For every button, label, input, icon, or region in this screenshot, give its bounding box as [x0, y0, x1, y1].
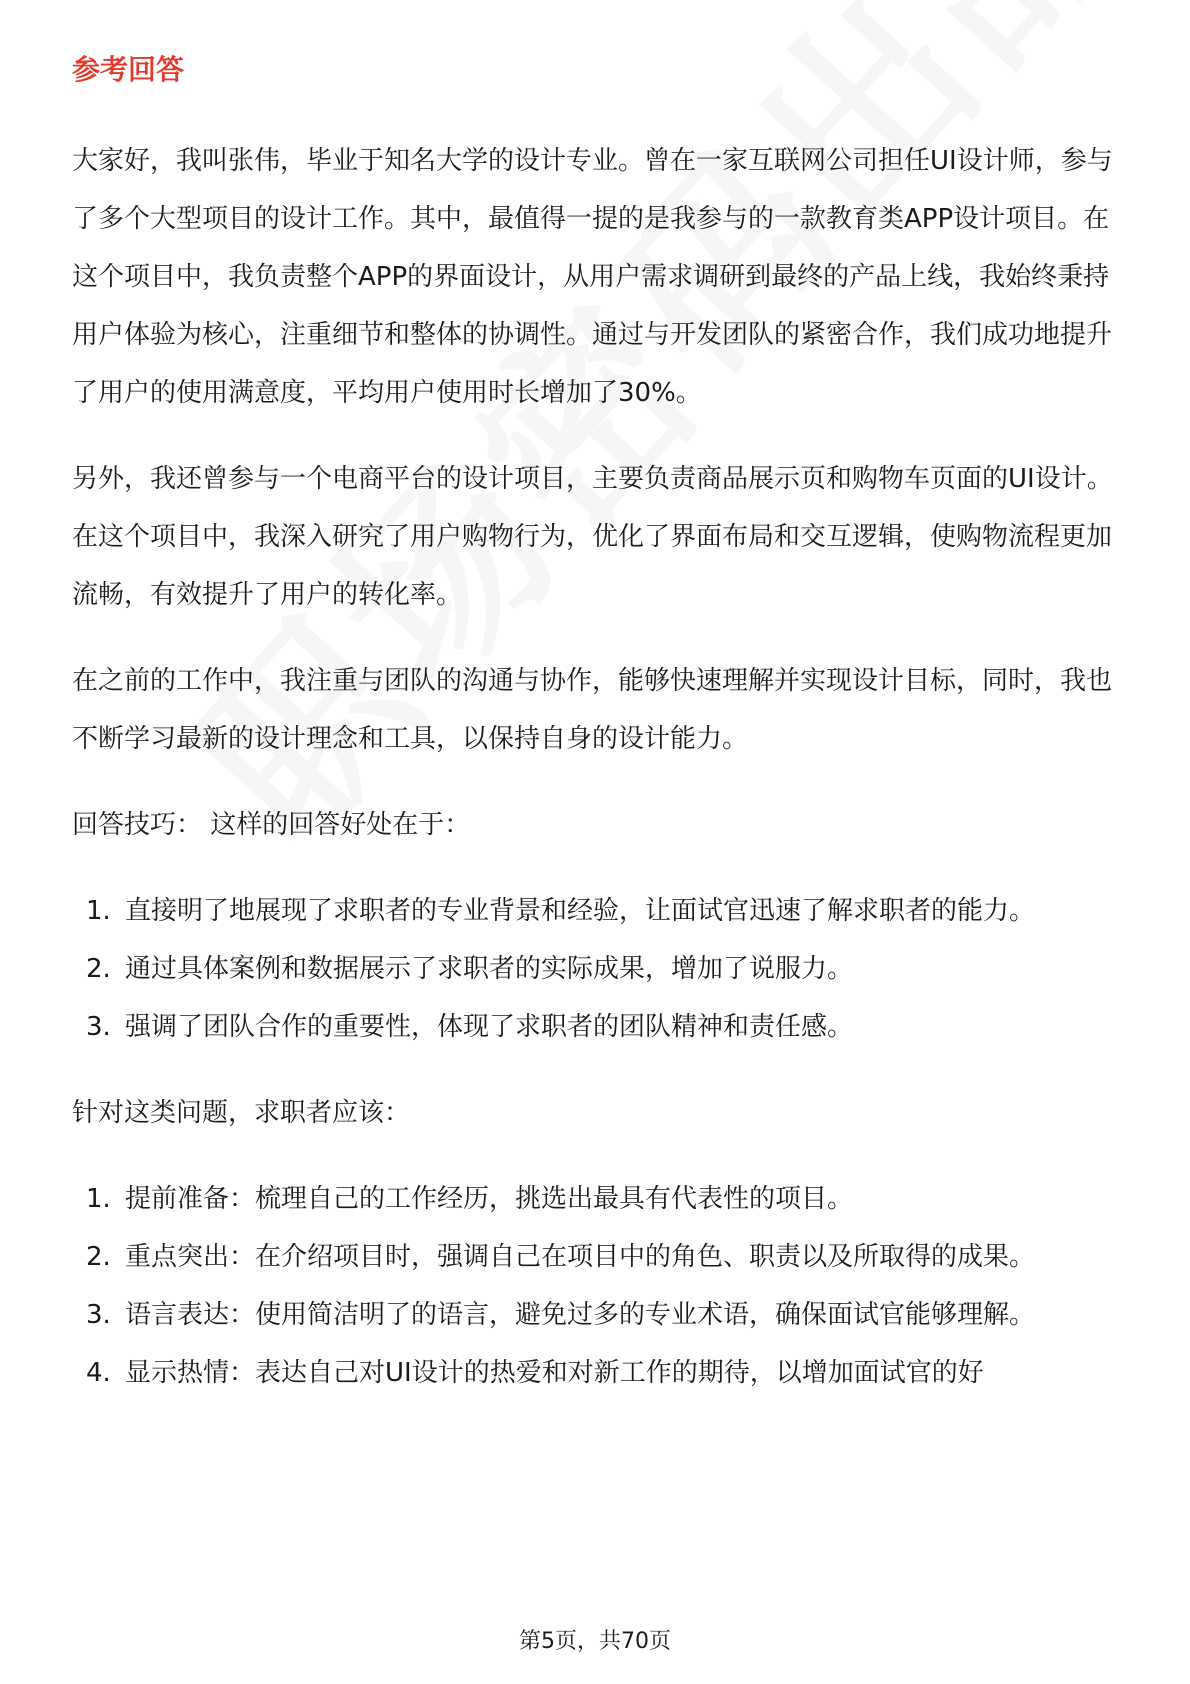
paragraph-ecommerce: 另外，我还曾参与一个电商平台的设计项目，主要负责商品展示页和购物车页面的UI设计。在这个项目中，我深入研究了用户购物行为，优化了界面布局和交互逻辑，使购物流程更加流畅，有效提升了用户的转化率。 [72, 464, 1113, 610]
list-number: 3. [86, 1012, 111, 1042]
list-text: 语言表达：使用简洁明了的语言，避免过多的专业术语，确保面试官能够理解。 [125, 1300, 1036, 1330]
list-number: 2. [86, 1242, 111, 1272]
list-text: 提前准备：梳理自己的工作经历，挑选出最具有代表性的项目。 [125, 1184, 854, 1214]
tips-label: 回答技巧： 这样的回答好处在于： [72, 810, 471, 840]
list-number: 3. [86, 1300, 111, 1330]
list-item [72, 882, 1122, 940]
list-number: 2. [86, 954, 111, 984]
paragraph-teamwork: 在之前的工作中，我注重与团队的沟通与协作，能够快速理解并实现设计目标，同时，我也不断学习最新的设计理念和工具，以保持自身的设计能力。 [72, 666, 1113, 754]
advice-label: 针对这类问题，求职者应该： [72, 1098, 411, 1128]
list-item [72, 998, 1122, 1056]
list-item [72, 1228, 1122, 1286]
list-number: 1. [86, 1184, 111, 1214]
list-number: 1. [86, 896, 111, 926]
tips-list [72, 882, 1122, 1056]
list-number: 4. [86, 1358, 111, 1388]
list-item [72, 1170, 1122, 1228]
list-text: 显示热情：表达自己对UI设计的热爱和对新工作的期待，以增加面试官的好 [125, 1358, 984, 1388]
list-text: 强调了团队合作的重要性，体现了求职者的团队精神和责任感。 [125, 1012, 854, 1042]
list-text: 重点突出：在介绍项目时，强调自己在项目中的角色、职责以及所取得的成果。 [125, 1242, 1036, 1272]
document-body [72, 50, 1122, 1430]
list-item [72, 1286, 1122, 1344]
list-text: 通过具体案例和数据展示了求职者的实际成果，增加了说服力。 [125, 954, 854, 984]
paragraph-intro: 大家好，我叫张伟，毕业于知名大学的设计专业。曾在一家互联网公司担任UI设计师，参与了多个大型项目的设计工作。其中，最值得一提的是我参与的一款教育类APP设计项目。在这个项目中，我负责整个APP的界面设计，从用户需求调研到最终的产品上线，我始终秉持用户体验为核心，注重细节和整体的协调性。通过与开发团队的紧密合作，我们成功地提升了用户的使用满意度，平均用户使用时长增加了30%。 [72, 146, 1113, 408]
page-number: 第5页，共70页 [519, 1629, 671, 1654]
list-item [72, 940, 1122, 998]
section-heading: 参考回答 [72, 53, 185, 86]
advice-list [72, 1170, 1122, 1402]
list-text: 直接明了地展现了求职者的专业背景和经验，让面试官迅速了解求职者的能力。 [125, 896, 1036, 926]
list-item [72, 1344, 1122, 1402]
